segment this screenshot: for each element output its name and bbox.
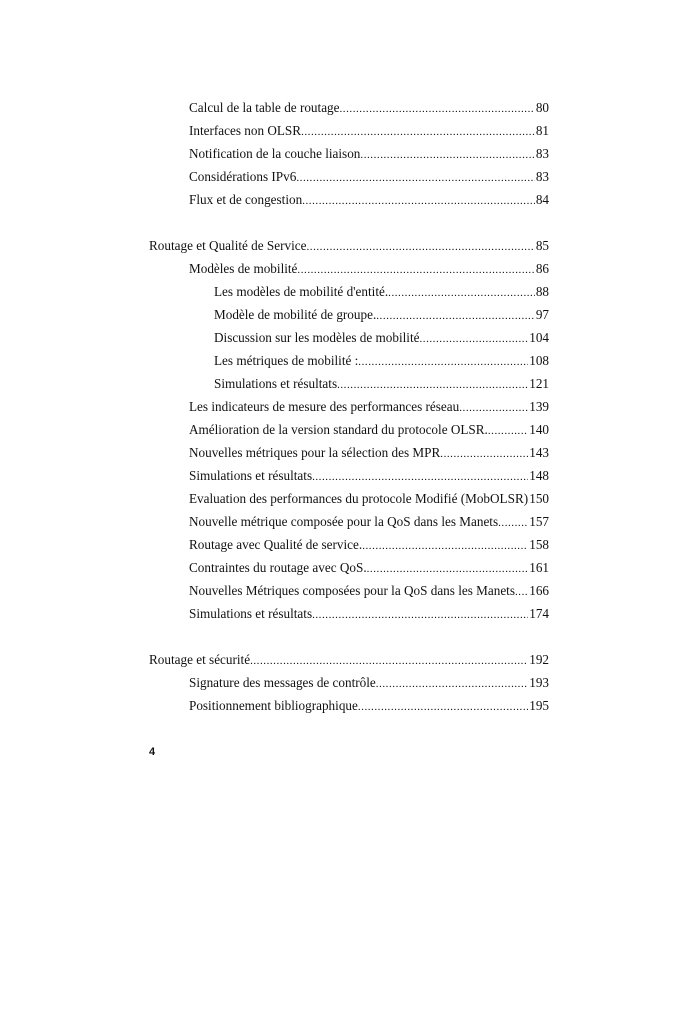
toc-entry-title: Simulations et résultats <box>214 376 338 391</box>
dot-leader <box>312 467 528 485</box>
toc-entry-page: 140 <box>529 422 549 437</box>
toc-entry-page: 161 <box>529 560 549 575</box>
toc-entry-title: Calcul de la table de routage <box>189 100 340 115</box>
toc-entry-page: 104 <box>529 330 549 345</box>
toc-entry-page: 84 <box>535 192 549 207</box>
toc-entry-title: Routage et sécurité <box>149 652 251 667</box>
toc-entry-title: Modèles de mobilité <box>189 261 298 276</box>
dot-leader <box>250 651 528 669</box>
toc-entry[interactable] <box>214 306 549 324</box>
dot-leader <box>376 306 535 324</box>
dot-leader <box>419 329 528 347</box>
toc-entry[interactable] <box>189 421 549 439</box>
toc-entry[interactable] <box>189 145 549 163</box>
toc-entry[interactable] <box>189 99 549 117</box>
toc-entry-title: Evaluation des performances du protocole Modifié (MobOLSR) <box>189 491 529 506</box>
toc-entry-page: 108 <box>529 353 549 368</box>
toc-entry-page: 195 <box>529 698 549 713</box>
toc-entry[interactable] <box>149 651 549 669</box>
toc-entry-page: 174 <box>529 606 549 621</box>
dot-leader <box>367 559 529 577</box>
toc-entry[interactable] <box>189 536 549 554</box>
toc-entry-page: 193 <box>529 675 549 690</box>
dot-leader <box>296 168 534 186</box>
toc-entry[interactable] <box>189 559 549 577</box>
toc-entry-page: 192 <box>529 652 549 667</box>
toc-entry[interactable] <box>214 283 549 301</box>
toc-entry-title: Discussion sur les modèles de mobilité <box>214 330 420 345</box>
toc-entry-page: 86 <box>535 261 549 276</box>
toc-entry-page: 97 <box>535 307 549 322</box>
toc-entry-page: 121 <box>529 376 549 391</box>
page-number: 4 <box>149 746 156 758</box>
toc-entry[interactable] <box>189 467 549 485</box>
toc-entry-title: Signature des messages de contrôle <box>189 675 376 690</box>
toc-entry[interactable] <box>189 513 549 531</box>
toc-entry-title: Positionnement bibliographique <box>189 698 358 713</box>
toc-entry-title: Routage avec Qualité de service. <box>189 537 363 552</box>
dot-leader <box>388 283 535 301</box>
toc-entry-title: Les métriques de mobilité : <box>214 353 359 368</box>
toc-entry[interactable] <box>189 674 549 692</box>
dot-leader <box>515 582 528 600</box>
toc-entry-page: 83 <box>535 146 549 161</box>
toc-entry-page: 158 <box>529 537 549 552</box>
toc-entry-title: Interfaces non OLSR <box>189 123 302 138</box>
toc-entry-title: Notification de la couche liaison <box>189 146 361 161</box>
toc-entry-title: Les indicateurs de mesure des performances réseau <box>189 399 460 414</box>
toc-entry-title: Considérations IPv6 <box>189 169 297 184</box>
toc-entry-page: 157 <box>529 514 549 529</box>
toc-entry-title: Flux et de congestion <box>189 192 303 207</box>
toc-entry-page: 80 <box>535 100 549 115</box>
toc-entry-title: Simulations et résultats <box>189 606 313 621</box>
toc-entry-page: 83 <box>535 169 549 184</box>
dot-leader <box>301 122 535 140</box>
toc-entry-title: Contraintes du routage avec QoS. <box>189 560 367 575</box>
toc-entry[interactable] <box>189 260 549 278</box>
toc-entry[interactable] <box>189 191 549 209</box>
toc-entry[interactable] <box>214 375 549 393</box>
toc-entry[interactable] <box>189 122 549 140</box>
toc-entry[interactable] <box>189 697 549 715</box>
dot-leader <box>376 674 528 692</box>
toc-entry-title: Nouvelle métrique composée pour la QoS dans les Manets <box>189 514 499 529</box>
toc-entry-title: Routage et Qualité de Service <box>149 238 307 253</box>
toc-entry-title: Modèle de mobilité de groupe. <box>214 307 377 322</box>
toc-entry-title: Simulations et résultats <box>189 468 313 483</box>
dot-leader <box>440 444 528 462</box>
toc-entry-title: Nouvelles Métriques composées pour la QoS dans les Manets <box>189 583 515 598</box>
dot-leader <box>360 145 534 163</box>
toc-entry-title: Amélioration de la version standard du protocole OLSR. <box>189 422 488 437</box>
toc-entry[interactable] <box>189 444 549 462</box>
dot-leader <box>459 398 528 416</box>
toc-entry[interactable] <box>189 490 549 508</box>
toc-entry[interactable] <box>214 352 549 370</box>
dot-leader <box>337 375 528 393</box>
toc-entry-page: 85 <box>535 238 549 253</box>
dot-leader <box>340 99 535 117</box>
toc-entry[interactable] <box>189 605 549 623</box>
toc-entry-page: 139 <box>529 399 549 414</box>
dot-leader <box>302 191 535 209</box>
dot-leader <box>358 352 528 370</box>
toc-entry[interactable] <box>189 398 549 416</box>
toc-entry-page: 150 <box>529 491 549 506</box>
toc-entry[interactable] <box>214 329 549 347</box>
dot-leader <box>488 421 528 439</box>
toc-entry[interactable] <box>149 237 549 255</box>
toc-entry-page: 81 <box>535 123 549 138</box>
dot-leader <box>312 605 528 623</box>
dot-leader <box>306 237 534 255</box>
toc-entry[interactable] <box>189 582 549 600</box>
toc-entry-title: Les modèles de mobilité d'entité. <box>214 284 389 299</box>
toc-entry[interactable] <box>189 168 549 186</box>
toc-entry-page: 148 <box>529 468 549 483</box>
toc-entry-page: 88 <box>535 284 549 299</box>
toc-entry-page: 166 <box>529 583 549 598</box>
dot-leader <box>362 536 528 554</box>
toc-entry-page: 143 <box>529 445 549 460</box>
dot-leader <box>498 513 528 531</box>
dot-leader <box>297 260 534 278</box>
dot-leader <box>358 697 528 715</box>
toc-entry-title: Nouvelles métriques pour la sélection des MPR <box>189 445 441 460</box>
